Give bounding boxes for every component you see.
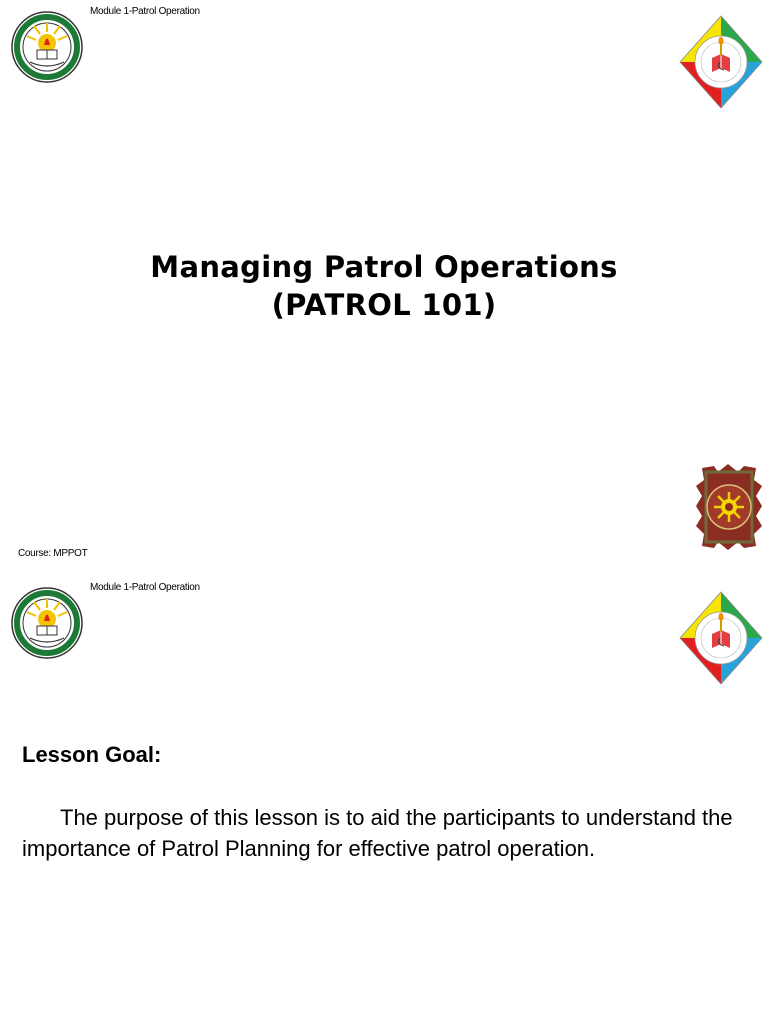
diamond-logo-icon: [676, 586, 766, 690]
course-label: Course: MPPOT: [18, 548, 88, 559]
lesson-goal-heading: Lesson Goal:: [22, 742, 162, 767]
title-line-1: Managing Patrol Operations: [150, 250, 618, 284]
title-line-2: (PATROL 101): [271, 288, 497, 322]
seal-icon: [10, 10, 84, 84]
module-label: Module 1-Patrol Operation: [90, 582, 200, 593]
lesson-slide: [0, 576, 768, 1024]
page-title: [0, 248, 768, 324]
module-label: Module 1-Patrol Operation: [90, 6, 200, 17]
seal-icon: [10, 586, 84, 660]
lesson-goal-text: The purpose of this lesson is to aid the participants to understand the importance of Patrol Planning for effective patrol operation.: [22, 805, 733, 861]
gear-seal-icon: [694, 462, 764, 552]
diamond-logo-icon: [676, 10, 766, 114]
